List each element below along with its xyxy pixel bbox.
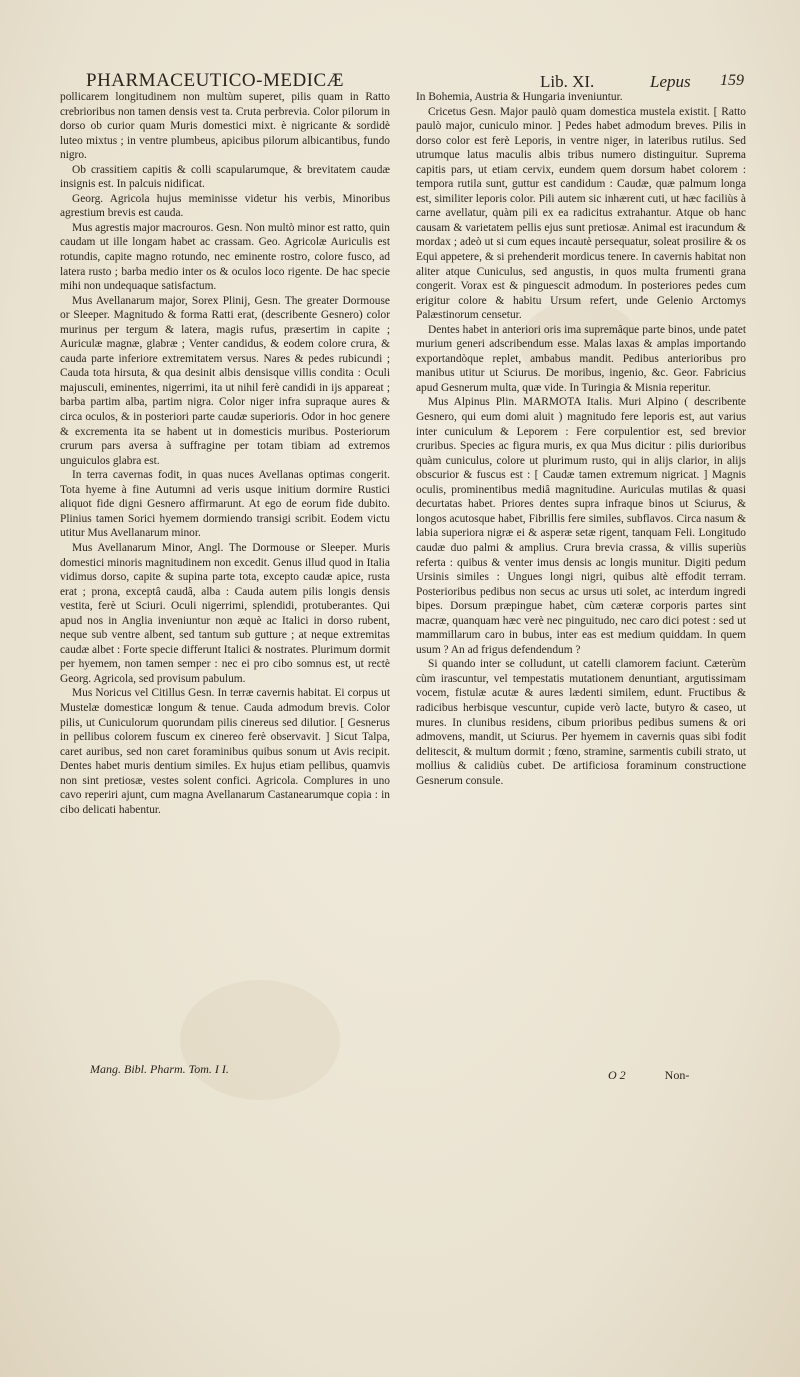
paragraph: Dentes habet in anteriori oris ima supremâque parte binos, unde patet murium generi adscribendum esse. Malas laxas & amplas importando exportandòque replet, ambabus mandit. Pedibus anterioribus pro manibus utitur ut Sciurus. De moribus, ingenio, &c. Geor. Fabricius apud Gesnerum multa, quæ vide. In Turingia & Misnia reperitur. (416, 323, 746, 394)
book-label: Lib. XI. (540, 72, 595, 91)
paragraph: pollicarem longitudinem non multùm superet, pilis quam in Ratto crebrioribus non tamen densis vest ta. Cruta perbrevia. Color pilorum in dorso ob curior quam Muris domestici mixt. è nigricante & sordidè luteo mixtus ; in ventre plumbeus, apicibus pilorum albicantibus, fundo nigro. (60, 91, 390, 162)
paragraph: In Bohemia, Austria & Hungaria inveniuntur. (416, 91, 623, 103)
paragraph: Mus Avellanarum Minor, Angl. The Dormouse or Sleeper. Muris domestici minoris magnitudinem non excedit. Genus illud quod in Italia vidimus dorso, capite & supina parte tota, excepto caudæ apice, rusta erat ; prona, exceptâ caudâ, alba : Cauda autem pilis longis densis vestita, ferè ut Sciuri. Oculi nigerrimi, splendidi, protuberantes. Qui apud nos in Anglia inveniuntur non æquè ac Italici in dorso rubent, neque sub ventre albent, sed tantum sub gutture ; at neque extremitas caudæ albet : Forte specie differunt Italici & nostrates. Plurimum dormit per hyemem, non tamen semper : nec ei pro cibo somnus est, ut rectè Georg. Agricola, sed provisum pabulum. (60, 541, 390, 685)
paragraph: Si quando inter se colludunt, ut catelli clamorem faciunt. Cæterùm cùm irascuntur, vel tempestatis mutationem denuntiant, argutissimam vocem, fistulæ acutæ & aures lædenti similem, edunt. Fructibus & radicibus herbisque vescuntur, cupide verò lacte, butyro & caseo, ut mures. In clunibus residens, cibum prioribus pedibus sumens & ori admovens, mandit, ut Sciurus. Per hyemem in cavernis quas sibi fodit delitescit, & multum dormit ; fœno, stramine, sarmentis cubili strato, ut mollius & calidiùs cubet. De artificiosa foraminum constructione Gesnerum consule. (416, 658, 746, 787)
paragraph: Ob crassitiem capitis & colli scapularumque, & brevitatem caudæ insignis est. In palcuis nidificat. (60, 163, 390, 191)
right-column (416, 90, 746, 788)
paragraph: In terra cavernas fodit, in quas nuces Avellanas optimas congerit. Tota hyeme à fine Autumni ad veris usque initium dormire Rustici aliquot fide digni Gesnero affirmarunt. At ego de eorum fide dubito. Plinius tamen Sorici hyemem dormiendo transigi scribit. Eodem victu utitur Mus Avellanarum minor. (60, 469, 390, 540)
paper-stain (180, 980, 340, 1100)
footer-right (608, 1068, 689, 1083)
footer-catchword: Non- (664, 1068, 690, 1082)
paragraph: Mus Noricus vel Citillus Gesn. In terræ cavernis habitat. Ei corpus ut Mustelæ domesticæ longum & tenue. Cauda admodum brevis. Color pilis, ut Cuniculorum quorundam pilis cinereus sed dilutior. [ Gesnerus in pellibus colorem fuscum ex cinereo ferè observavit. ] Sicut Talpa, caret auribus, sed non caret foraminibus quibus sonum ut Avis recipit. Dentes habet muris dentium similes. Ex hujus etiam pellibus, quamvis non sint pretiosæ, vestes solent confici. Agricola. Complures in uno cavo reperiri ajunt, cum magna Avellanarum Castanearumque copia : in cibo delicati habentur. (60, 687, 390, 816)
left-column (60, 90, 390, 817)
paragraph: Mus agrestis major macrouros. Gesn. Non multò minor est ratto, quin caudam ut ille longam habet ac crassam. Geo. Agricolæ Auriculis est rotundis, capite magno rotundo, nec eminente rostro, colore fusco, ad latera rusto ; barba medio inter os & oculos loco rigente. De hac specie mihi non undequaque satisfactum. (60, 221, 390, 293)
paragraph: Cricetus Gesn. Major paulò quam domestica mustela existit. [ Ratto paulò major, cuniculo minor. ] Pedes habet admodum breves. Pilis in dorso color est ferè Leporis, in ventre niger, in lateribus rutilus. Sed utrumque latus maculis albis tribus numero distinguitur. Suprema capitis pars, ut etiam cervix, eundem quem dorsum habet colorem : tempora rutila sunt, guttur est candidum : Caudæ, quæ palmum longa est, similiter leporis color. Pili autem sic inhærent cuti, ut hæc faciliùs à carne avellatur, quàm pili ex ea radicitus extrahantur. Atque ob hanc causam & varietatem pellis ejus sunt pretiosæ. Animal est iracundum & mordax ; adeò ut si cum eques incautè persequatur, soleat prosilire & os Equi appetere, & si prehenderit mordicus tenere. In cavernis habitat non aliter atque Cuniculus, sed angustis, in quos multa frumenti grana congerit. Vorax est & pinguescit admodum. In posteriores pedes cum erigitur colore & habitu Ursum refert, unde Gelenio Arctomys Palæstinorum censetur. (416, 105, 746, 322)
paragraph: Georg. Agricola hujus meminisse videtur his verbis, Minoribus agrestium brevis est cauda. (60, 192, 390, 220)
page-number: 159 (720, 72, 744, 89)
running-title: PHARMACEUTICO-MEDICÆ (86, 70, 345, 91)
signature-mark: O 2 (608, 1068, 626, 1082)
header-catchword: Lepus (650, 72, 691, 91)
paragraph: Mus Alpinus Plin. MARMOTA Italis. Muri Alpino ( describente Gesnero, qui eum domi aluit ) magnitudo fere leporis est, aut varius inter cuniculum & Leporem : Fere corpulentior est, sed brevior cruribus. Species ac figura muris, ex qua Mus dicitur : pilis durioribus quàm cuniculus, colore ut plurimum rusto, qui in alijs clarior, in alijs obscurior & fuscus est : [ Caudæ tamen extremum nigricat. ] Magnis oculis, prominentibus mediâ magnitudine. Auriculas mutilas & quasi decurtatas habet. Priores dentes supra infraque binos ut Sciurus, & longos acutosque habet, Fibrillis fere similes, subflavos. Circa nasum & labia superiora nigræ ei & asperæ setæ rigent, tanquam Feli. Longitudo caudæ duo palmi & amplius. Crura brevia crassa, & villis superiùs referta : quibus & venter imus densis ac longis munitur. Digiti pedum Ursinis similes : Ungues longi nigri, quibus altè effodit terram. Posterioribus pedibus non secus ac ursus uti solet, ac interdum ingredi bipes. Dorsum præpingue habet, cùm cæteræ corporis partes sint macræ, quanquam hæc verè nec pinguitudo, nec caro dici potest : sed ut mammillarum caro in bubus, inter eas est medium quiddam. In quem usum ? An ad frigus defendendum ? (416, 396, 746, 656)
paragraph: Mus Avellanarum major, Sorex Plinij, Gesn. The greater Dormouse or Sleeper. Magnitudo & forma Ratti erat, (describente Gesnero) color murinus per tergum & latera, magis rufus, præsertim in capite ; Auriculæ magnæ, glabræ ; Venter candidus, & eodem colore crura, & cauda parte inferiore extremitatem versus. Nares & pedes rubicundi ; Cauda tota hirsuta, & qua desinit albis densisque villis condita : Oculi majusculi, eminentes, nigerrimi, ita ut nihil ferè candidi in ijs appareat ; barba partim alba, partim nigra. Color niger infra supraque aures & circa oculos, & in posteriori parte caudæ superioris. Odor in hoc genere & excrementa ita se habent ut in domesticis muribus. Posteriorum crurum pars aversa à suffragine per totam tibiam ad extremos unguiculos glabra est. (60, 294, 390, 467)
footer-imprint: Mang. Bibl. Pharm. Tom. I I. (90, 1062, 229, 1076)
